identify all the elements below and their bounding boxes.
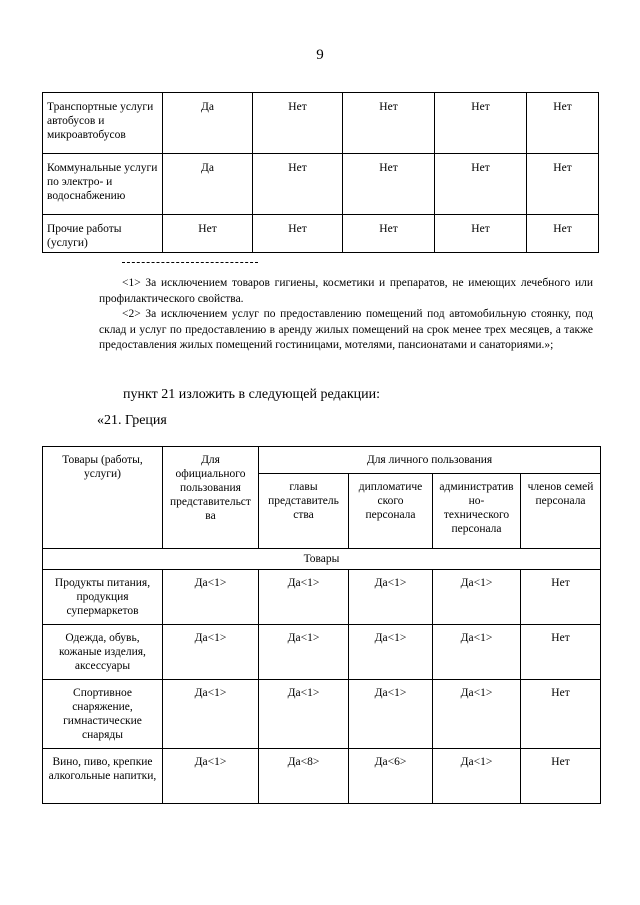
cell-family: Нет: [527, 93, 599, 154]
cell-family: Нет: [527, 154, 599, 215]
row-label: Продукты питания, продукция супермаркетов: [43, 570, 163, 625]
cell-official: Да<1>: [163, 680, 259, 749]
footnote-separator: [122, 262, 258, 263]
cell-admin: Да<1>: [433, 570, 521, 625]
header-goods: Товары (работы, услуги): [43, 447, 163, 549]
cell-official: Да: [163, 93, 253, 154]
section-goods: Товары: [43, 549, 601, 570]
cell-official: Да<1>: [163, 625, 259, 680]
row-label: Спортивное снаряжение, гимнастические снаряды: [43, 680, 163, 749]
cell-official: Нет: [163, 215, 253, 253]
header-official: Для официального пользования представительст ва: [163, 447, 259, 549]
header-row: [43, 447, 601, 474]
cell-head: Да<1>: [259, 570, 349, 625]
cell-admin: Да<1>: [433, 625, 521, 680]
cell-family: Нет: [527, 215, 599, 253]
header-admin: административ но-технического персонала: [433, 474, 521, 549]
header-family: членов семей персонала: [521, 474, 601, 549]
services-table-continued: [42, 92, 599, 253]
cell-family: Нет: [521, 749, 601, 804]
row-label: Вино, пиво, крепкие алкогольные напитки,: [43, 749, 163, 804]
row-label: Прочие работы (услуги): [43, 215, 163, 253]
cell-head: Нет: [253, 154, 343, 215]
table-row: [43, 570, 601, 625]
cell-admin: Нет: [435, 93, 527, 154]
table-row: [43, 625, 601, 680]
cell-family: Нет: [521, 625, 601, 680]
cell-admin: Да<1>: [433, 680, 521, 749]
cell-admin: Да<1>: [433, 749, 521, 804]
cell-family: Нет: [521, 570, 601, 625]
table-row: [43, 154, 599, 215]
cell-admin: Нет: [435, 215, 527, 253]
cell-diplomatic: Да<6>: [349, 749, 433, 804]
cell-head: Да<1>: [259, 680, 349, 749]
cell-diplomatic: Да<1>: [349, 680, 433, 749]
row-label: Одежда, обувь, кожаные изделия, аксессуары: [43, 625, 163, 680]
greece-table: [42, 446, 601, 804]
cell-diplomatic: Нет: [343, 215, 435, 253]
cell-head: Нет: [253, 215, 343, 253]
cell-diplomatic: Нет: [343, 93, 435, 154]
cell-official: Да<1>: [163, 570, 259, 625]
amendment-paragraph: пункт 21 изложить в следующей редакции:: [123, 387, 380, 402]
cell-diplomatic: Да<1>: [349, 570, 433, 625]
table-row: [43, 93, 599, 154]
cell-head: Нет: [253, 93, 343, 154]
table-row: [43, 749, 601, 804]
header-head: главы представитель ства: [259, 474, 349, 549]
section-row: [43, 549, 601, 570]
header-diplomatic: дипломатиче ского персонала: [349, 474, 433, 549]
footnote-2: <2> За исключением услуг по предоставлению помещений под автомобильную стоянку, под склад и услуг по предоставлению в аренду жилых помещений на срок менее трех месяцев, а также предоставления жилых помещений гостиницами, мотелями, пансионатами и санаториями.»;: [99, 308, 593, 351]
cell-diplomatic: Да<1>: [349, 625, 433, 680]
cell-head: Да<1>: [259, 625, 349, 680]
table-row: [43, 680, 601, 749]
row-label: Транспортные услуги автобусов и микроавтобусов: [43, 93, 163, 154]
footnote-1: <1> За исключением товаров гигиены, косметики и препаратов, не имеющих лечебного или профилактического свойства.: [99, 277, 593, 305]
cell-head: Да<8>: [259, 749, 349, 804]
cell-official: Да<1>: [163, 749, 259, 804]
cell-diplomatic: Нет: [343, 154, 435, 215]
section-heading: «21. Греция: [97, 413, 167, 428]
cell-admin: Нет: [435, 154, 527, 215]
row-label: Коммунальные услуги по электро- и водоснабжению: [43, 154, 163, 215]
cell-family: Нет: [521, 680, 601, 749]
cell-official: Да: [163, 154, 253, 215]
header-personal: Для личного пользования: [259, 447, 601, 474]
page-number: 9: [316, 47, 324, 63]
table-row: [43, 215, 599, 253]
